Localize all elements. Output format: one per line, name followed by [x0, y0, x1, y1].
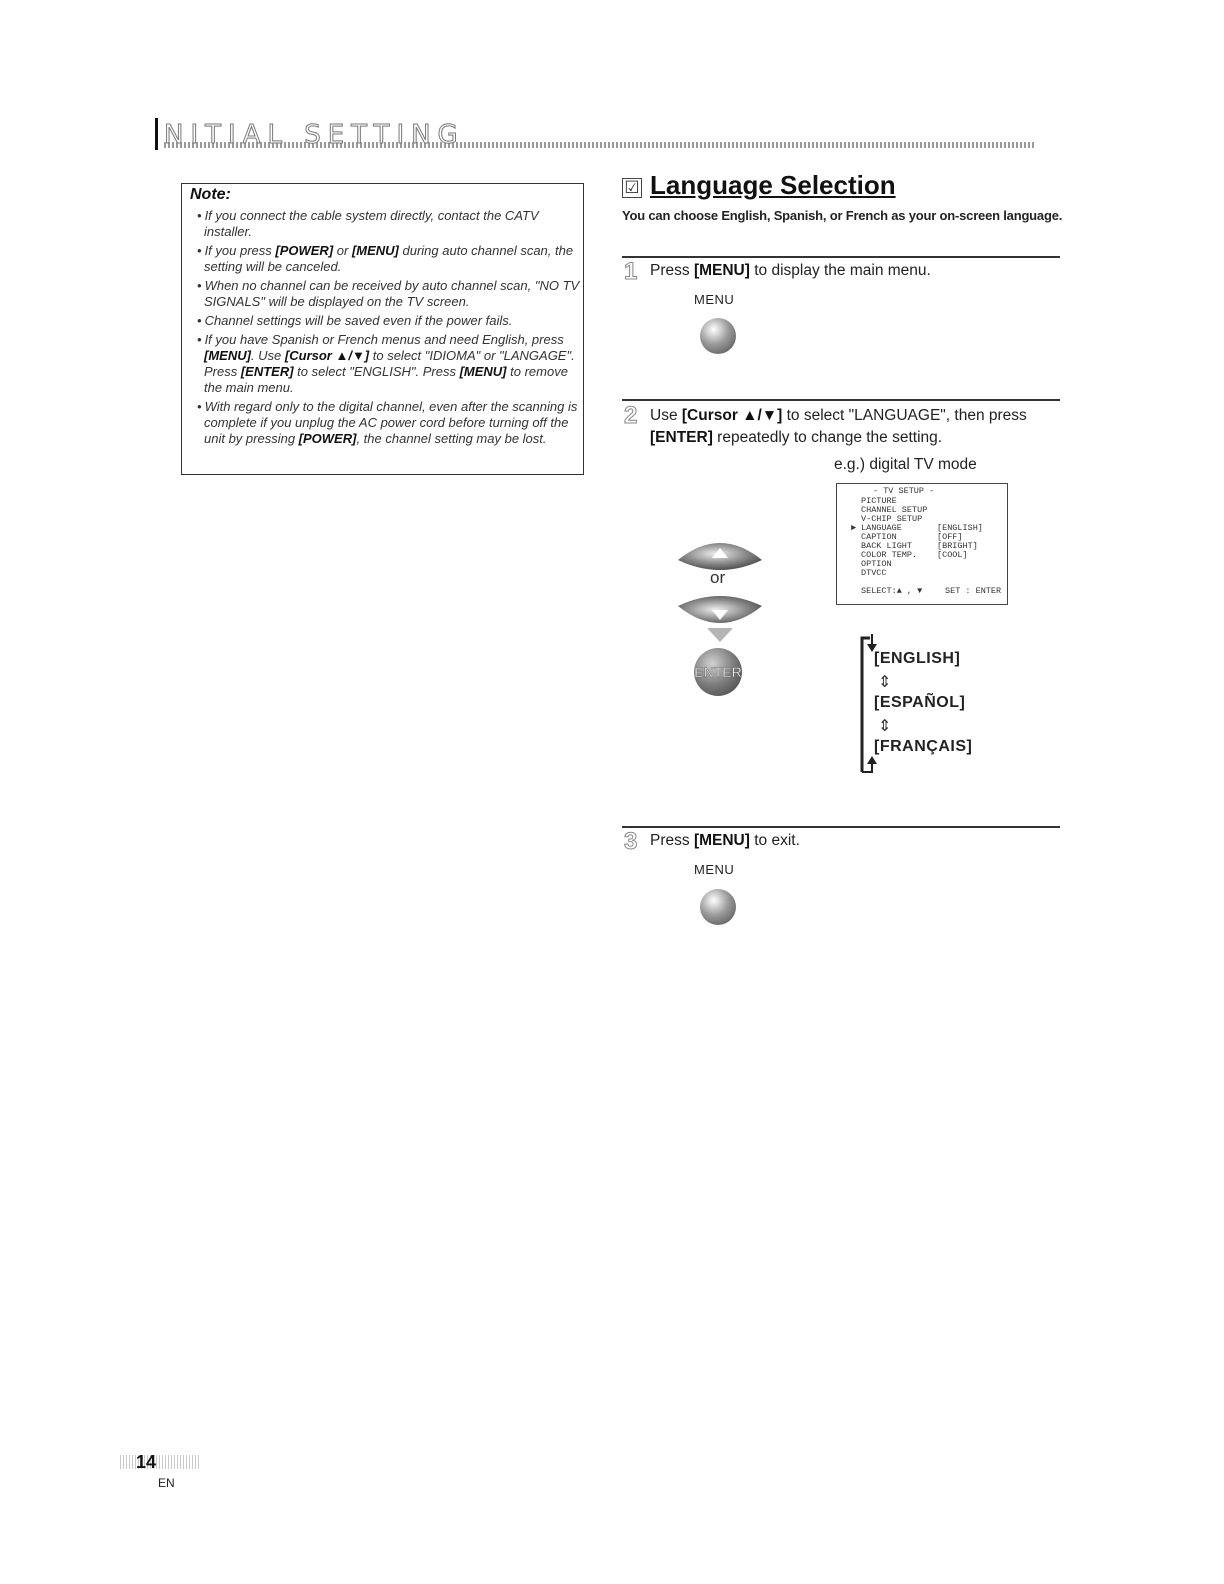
osd-value: [COOL]: [937, 550, 968, 560]
osd-item: COLOR TEMP.: [861, 550, 918, 560]
menu-button-label: MENU: [694, 862, 735, 877]
note-item: • When no channel can be received by auto channel scan, "NO TV SIGNALS" will be displayed on the TV screen.: [194, 278, 582, 310]
step-divider: [622, 256, 1060, 258]
page-header-title: NITIAL SETTING: [164, 120, 465, 150]
note-title: Note:: [190, 186, 231, 203]
step-2-text: Use [Cursor ▲/▼] to select "LANGUAGE", then press [ENTER] repeatedly to change the setting.: [650, 407, 1027, 446]
osd-cursor-icon: ►: [851, 523, 857, 533]
note-item: • Channel settings will be saved even if the power fails.: [194, 313, 582, 329]
note-box: [181, 183, 584, 475]
osd-item: BACK LIGHT: [861, 541, 913, 551]
step-1-number: 1: [624, 258, 638, 285]
checkbox-icon: ☑: [622, 178, 642, 198]
enter-button-icon: ENTER: [694, 648, 742, 696]
section-title: Language Selection: [650, 170, 896, 200]
osd-title: - TV SETUP -: [873, 486, 935, 496]
osd-value: [BRIGHT]: [937, 541, 978, 551]
osd-menu: [836, 483, 1008, 605]
header-bar: [155, 118, 158, 150]
example-caption: e.g.) digital TV mode: [834, 456, 977, 473]
note-item: • If you press [POWER] or [MENU] during auto channel scan, the setting will be canceled.: [194, 243, 582, 275]
note-item: • With regard only to the digital channel, even after the scanning is complete if you unplug the AC power cord before turning off the unit by pressing [POWER], the channel setting may be lost.: [194, 399, 582, 447]
menu-button-label: MENU: [694, 292, 735, 307]
osd-item: LANGUAGE: [861, 523, 902, 533]
osd-value: [OFF]: [937, 532, 963, 542]
language-option-english: [ENGLISH]: [874, 650, 961, 667]
osd-item: CAPTION: [861, 532, 897, 542]
osd-value: [ENGLISH]: [937, 523, 983, 533]
or-label: or: [710, 568, 726, 587]
osd-item: DTVCC: [861, 568, 887, 578]
up-down-arrow-icon: ⇕: [878, 718, 892, 735]
step-2-number: 2: [624, 402, 638, 429]
page-number-decoration: [120, 1455, 200, 1469]
osd-footer-set: SET : ENTER: [945, 586, 1002, 596]
page-language: EN: [158, 1476, 175, 1490]
menu-button-icon: [700, 889, 736, 925]
note-item: • If you connect the cable system directly, contact the CATV installer.: [194, 208, 582, 240]
osd-item: CHANNEL SETUP: [861, 505, 928, 515]
osd-footer-select: SELECT:▲ , ▼: [861, 586, 923, 596]
note-item: • If you have Spanish or French menus and need English, press [MENU]. Use [Cursor ▲/▼] to select "IDIOMA" or "LANGAGE". Press [ENTER] to select "ENGLISH". Press [MENU] to remove the main menu.: [194, 332, 582, 396]
language-option-spanish: [ESPAÑOL]: [874, 694, 966, 711]
up-down-arrow-icon: ⇕: [878, 674, 892, 691]
down-arrow-icon: [707, 628, 733, 642]
step-3-number: 3: [624, 828, 638, 855]
osd-item: OPTION: [861, 559, 892, 569]
step-divider: [622, 399, 1060, 401]
menu-button-icon: [700, 318, 736, 354]
osd-item: PICTURE: [861, 496, 897, 506]
section-description: You can choose English, Spanish, or French as your on-screen language.: [622, 208, 1063, 223]
language-option-french: [FRANÇAIS]: [874, 738, 973, 755]
osd-item: V-CHIP SETUP: [861, 514, 923, 524]
page-number: 14: [136, 1452, 157, 1472]
note-list: [194, 208, 582, 450]
step-1-text: Press [MENU] to display the main menu.: [650, 262, 931, 279]
step-3-text: Press [MENU] to exit.: [650, 832, 800, 849]
step-divider: [622, 826, 1060, 828]
